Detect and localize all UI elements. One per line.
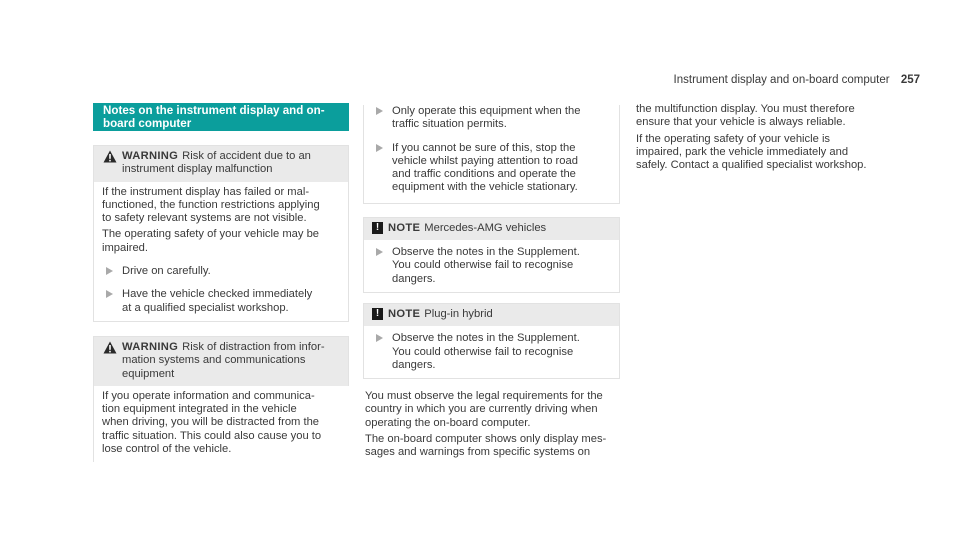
arrow-right-icon — [376, 248, 383, 256]
body-text: You must observe the legal requirements for the country in which you are currently driving when operating the on-board computer. The on-board computer shows only display mes- sages and warnings from specific systems on — [365, 390, 607, 459]
steps-box — [363, 105, 620, 204]
warning-box-display-malfunction — [93, 145, 349, 322]
arrow-right-icon — [376, 334, 383, 342]
note-label: NOTE — [388, 307, 421, 320]
note-body — [364, 326, 619, 378]
warning-body: If the instrument display has failed or mal- functioned, the function restrictions applying to safety relevant systems are not visible. The operating safety of your vehicle may be impaired. Drive on carefully. Have the vehicle checked immediately at a qualified specialist workshop. — [94, 182, 348, 321]
warning-header: WARNING Risk of accident due to an instrument display malfunction — [94, 146, 348, 182]
note-body — [364, 240, 619, 292]
note-header: ! NOTE Plug-in hybrid — [364, 304, 619, 326]
page-header — [674, 74, 920, 87]
note-label: NOTE — [388, 221, 421, 234]
section-title: Notes on the instrument display and on- board computer — [93, 103, 349, 131]
column-3: the multifunction display. You must therefore ensure that your vehicle is always reliable. If the operating safety of your vehicle is impaired, park the vehicle immediately and safely. Contact a qualified specialist workshop. — [636, 103, 867, 172]
arrow-right-icon — [106, 290, 113, 298]
warning-label: WARNING — [122, 150, 179, 162]
note-header: ! NOTE Mercedes-AMG vehicles — [364, 218, 619, 240]
warning-triangle-icon — [103, 150, 117, 163]
page-number: 257 — [900, 74, 920, 86]
step-item: Only operate this equipment when the traffic situation permits. — [372, 105, 611, 132]
warning-box-distraction — [93, 336, 349, 462]
exclamation-box-icon: ! — [372, 308, 383, 320]
note-box-amg — [363, 217, 620, 293]
warning-body: If you operate information and communica- tion equipment integrated in the vehicle when driving, you will be distracted from the traffic situation. This could also cause you to lose control of the vehicle. — [102, 389, 322, 456]
column-1 — [93, 103, 349, 462]
arrow-right-icon — [376, 144, 383, 152]
warning-label: WARNING — [122, 340, 179, 353]
column-2 — [363, 103, 620, 460]
arrow-right-icon — [106, 267, 113, 275]
exclamation-box-icon: ! — [372, 222, 383, 234]
arrow-right-icon — [376, 107, 383, 115]
step-item: Have the vehicle checked immediately at a qualified specialist workshop. — [102, 288, 340, 315]
warning-triangle-icon — [103, 341, 117, 354]
header-section-title: Instrument display and on-board computer — [673, 74, 890, 86]
warning-header: WARNING Risk of distraction from infor- mation systems and communications equipment — [94, 336, 349, 386]
step-item: Observe the notes in the Supplement. You could otherwise fail to recognise dangers. — [372, 332, 611, 372]
step-item: Drive on carefully. — [102, 265, 340, 278]
step-item: Observe the notes in the Supplement. You could otherwise fail to recognise dangers. — [372, 246, 611, 286]
note-box-plug-in-hybrid — [363, 303, 620, 379]
step-item: If you cannot be sure of this, stop the vehicle whilst paying attention to road and traffic conditions and operate the equipment with the vehicle stationary. — [372, 142, 611, 195]
